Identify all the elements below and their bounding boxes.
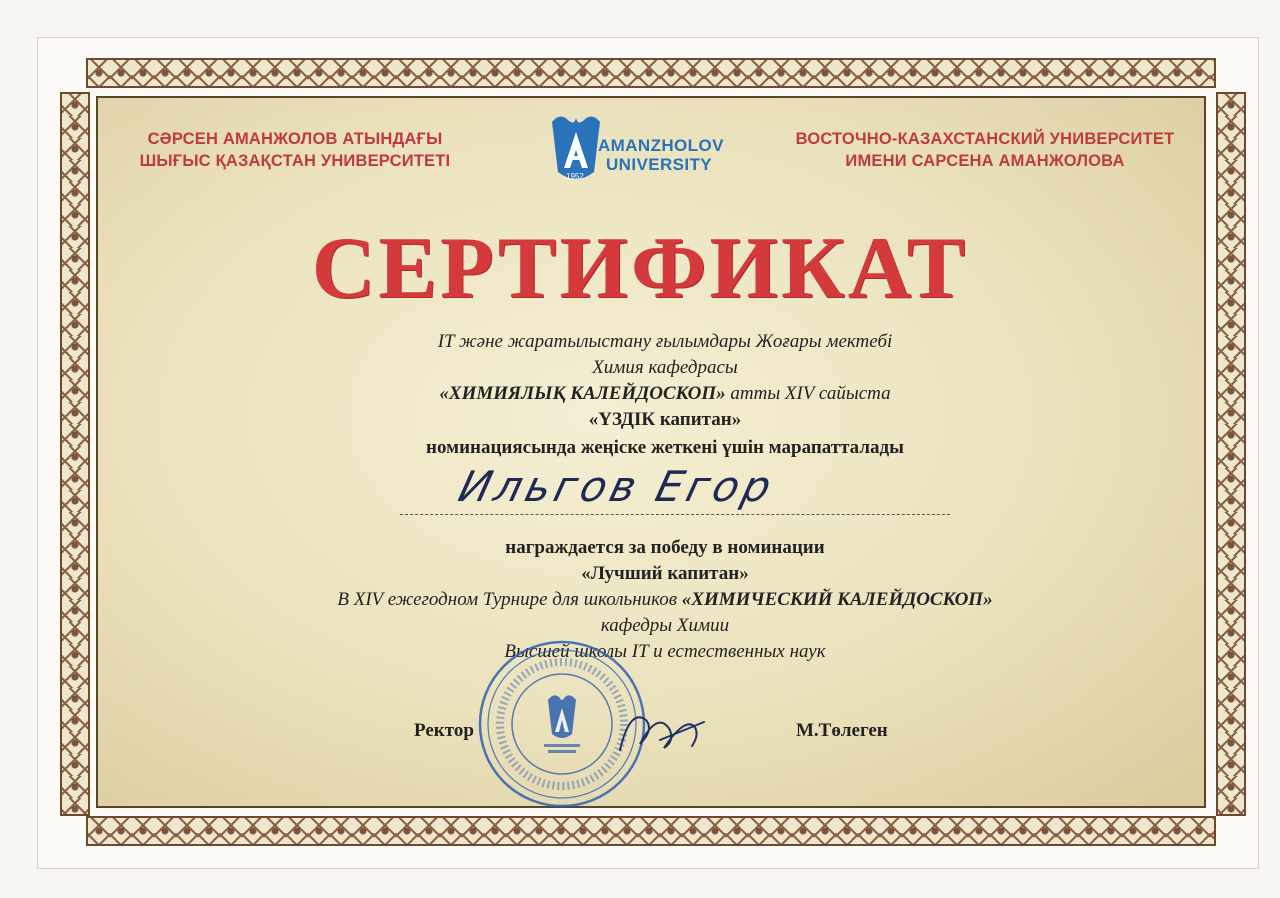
ornament-border-right — [1216, 92, 1246, 816]
logo-wordmark-line1: AMANZHOLOV — [598, 136, 724, 155]
russian-line-department: кафедры Химии — [600, 615, 730, 636]
russian-line-school: Высшей школы IT и естественных наук — [504, 641, 826, 662]
kazakh-line-contest — [130, 382, 1200, 406]
kazakh-line-department: Химия кафедрасы — [592, 357, 738, 378]
kazakh-nomination: «ҮЗДІК капитан» — [588, 409, 742, 430]
ornament-border-top — [86, 58, 1216, 88]
russian-line-tournament — [130, 588, 1200, 612]
kazakh-award-text: номинациясында жеңіске жеткені үшін марапатталады — [426, 437, 904, 458]
recipient-name-handwritten — [420, 462, 840, 518]
recipient-name: Ильгов Егор — [453, 462, 780, 511]
rector-label: Ректор — [414, 720, 474, 741]
university-name-kazakh-line1: СӘРСЕН АМАНЖОЛОВ АТЫНДАҒЫ — [147, 130, 443, 148]
logo-year: 1952 — [566, 172, 584, 181]
logo-wordmark — [598, 136, 724, 174]
kazakh-line-school: IT және жаратылыстану ғылымдары Жоғары мектебі — [437, 331, 893, 352]
recipient-underline — [400, 514, 950, 515]
ornament-border-bottom — [86, 816, 1216, 846]
ornament-border-left — [60, 92, 90, 816]
university-name-kazakh — [130, 128, 460, 172]
certificate-title: СЕРТИФИКАТ — [311, 220, 969, 317]
rector-name: М.Төлеген — [796, 720, 888, 741]
logo-wordmark-line2: UNIVERSITY — [606, 155, 713, 174]
kazakh-contest-rest: атты XIV сайыста — [725, 383, 891, 404]
rector-signature-icon — [600, 700, 710, 760]
kazakh-contest-name: «ХИМИЯЛЫҚ КАЛЕЙДОСКОП» — [439, 383, 726, 404]
russian-award-text: награждается за победу в номинации — [505, 537, 825, 558]
university-name-russian-line2: ИМЕНИ САРСЕНА АМАНЖОЛОВА — [845, 152, 1125, 170]
russian-contest-name: «ХИМИЧЕСКИЙ КАЛЕЙДОСКОП» — [681, 589, 993, 610]
russian-tournament-text: В XIV ежегодном Турнире для школьников — [337, 589, 682, 610]
university-name-kazakh-line2: ШЫҒЫС ҚАЗАҚСТАН УНИВЕРСИТЕТІ — [139, 152, 451, 170]
university-name-russian — [790, 128, 1180, 172]
university-name-russian-line1: ВОСТОЧНО-КАЗАХСТАНСКИЙ УНИВЕРСИТЕТ — [795, 130, 1175, 148]
russian-nomination: «Лучший капитан» — [581, 563, 749, 584]
